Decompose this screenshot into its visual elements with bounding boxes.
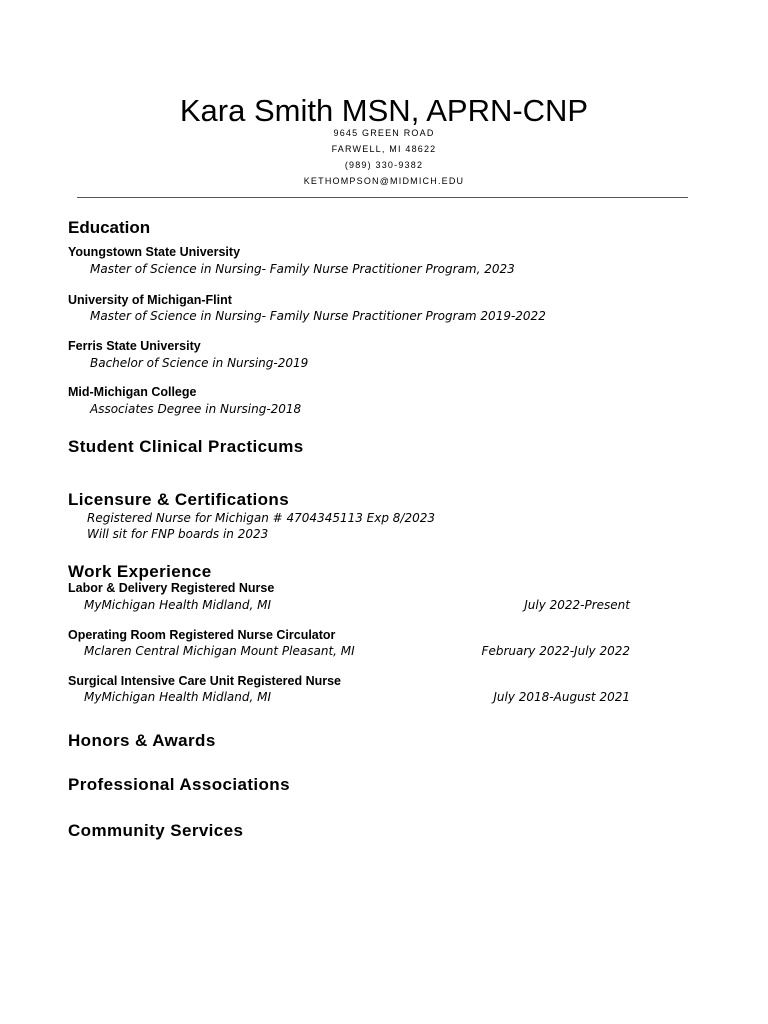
job-employer: MyMichigan Health Midland, MI: [84, 598, 272, 612]
education-school: Mid-Michigan College: [68, 385, 197, 399]
community-heading: Community Services: [68, 821, 244, 840]
address-line-1: 9645 GREEN ROAD: [333, 128, 435, 138]
licensure-heading: Licensure & Certifications: [68, 490, 290, 509]
job-title: Labor & Delivery Registered Nurse: [68, 581, 275, 595]
resume-name: Kara Smith MSN, APRN-CNP: [179, 93, 589, 128]
email-address: KETHOMPSON@MIDMICH.EDU: [303, 176, 465, 186]
job-dates: February 2022-July 2022: [481, 644, 630, 658]
education-program: Bachelor of Science in Nursing-2019: [90, 356, 309, 370]
job-dates: July 2022-Present: [524, 598, 630, 612]
job-title: Surgical Intensive Care Unit Registered Nurse: [68, 674, 342, 688]
licensure-item: Registered Nurse for Michigan # 4704345113 Exp 8/2023: [87, 511, 436, 525]
practicums-heading: Student Clinical Practicums: [68, 437, 304, 456]
job-employer: MyMichigan Health Midland, MI: [84, 690, 272, 704]
phone-number: (989) 330-9382: [344, 160, 424, 170]
education-program: Master of Science in Nursing- Family Nurse Practitioner Program, 2023: [90, 262, 515, 276]
header-divider: [77, 197, 688, 198]
honors-heading: Honors & Awards: [68, 731, 216, 750]
education-program: Associates Degree in Nursing-2018: [90, 402, 302, 416]
job-dates: July 2018-August 2021: [493, 690, 630, 704]
job-employer: Mclaren Central Michigan Mount Pleasant, MI: [84, 644, 355, 658]
licensure-item: Will sit for FNP boards in 2023: [87, 527, 269, 541]
address-line-2: FARWELL, MI 48622: [331, 144, 437, 154]
education-heading: Education: [68, 218, 151, 237]
education-school: University of Michigan-Flint: [68, 293, 232, 307]
education-program: Master of Science in Nursing- Family Nurse Practitioner Program 2019-2022: [90, 309, 546, 323]
job-title: Operating Room Registered Nurse Circulator: [68, 628, 336, 642]
associations-heading: Professional Associations: [68, 775, 290, 794]
work-heading: Work Experience: [68, 562, 212, 581]
education-school: Youngstown State University: [68, 245, 241, 259]
education-school: Ferris State University: [68, 339, 201, 353]
